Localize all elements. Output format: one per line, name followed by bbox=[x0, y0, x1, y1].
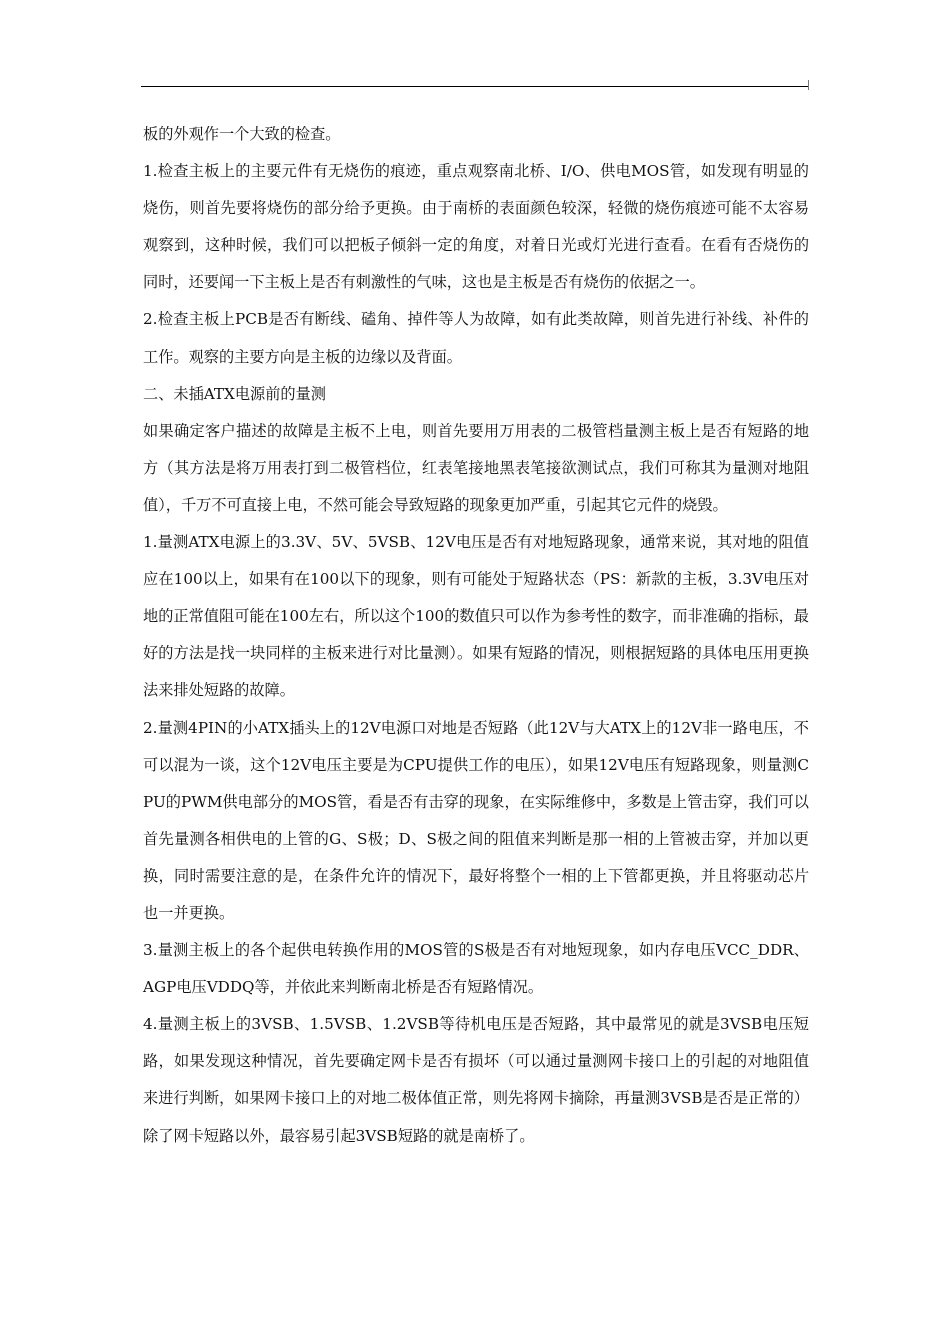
section-heading: 二、未插ATX电源前的量测 bbox=[143, 384, 326, 403]
header-rule-end-mark bbox=[808, 80, 809, 90]
paragraph-measure-atx-voltages: 1.量测ATX电源上的3.3V、5V、5VSB、12V电压是否有对地短路现象，通常来说，其对地的阻值应在100以上，如果有在100以下的现象，则有可能处于短路状态（PS：新款的主板，3.3V电压对地的正常值阻可能在100左右，所以这个100的数值只可以作为参考性的数字，而非准确的指标，最好的方法是找一块同样的主板来进行对比量测）。如果有短路的情况，则根据短路的具体电压用更换法来排处短路的故障。 bbox=[143, 533, 809, 700]
document-body bbox=[143, 116, 809, 1155]
paragraph-check-pcb: 2.检查主板上PCB是否有断线、磕角、掉件等人为故障，如有此类故障，则首先进行补线、补件的工作。观察的主要方向是主板的边缘以及背面。 bbox=[143, 310, 809, 366]
paragraph-measure-mos-s-pole: 3.量测主板上的各个起供电转换作用的MOS管的S极是否有对地短现象，如内存电压VCC_DDR、AGP电压VDDQ等，并依此来判断南北桥是否有短路情况。 bbox=[143, 941, 809, 997]
header-rule bbox=[141, 86, 808, 87]
paragraph-measure-4pin-12v: 2.量测4PIN的小ATX插头上的12V电源口对地是否短路（此12V与大ATX上的12V非一路电压，不可以混为一谈，这个12V电压主要是为CPU提供工作的电压），如果12V电压有短路现象，则量测CPU的PWM供电部分的MOS管，看是否有击穿的现象，在实际维修中，多数是上管击穿，我们可以首先量测各相供电的上管的G、S极；D、S极之间的阻值来判断是那一相的上管被击穿，并加以更换，同时需要注意的是，在条件允许的情况下，最好将整个一相的上下管都更换，并且将驱动芯片也一并更换。 bbox=[143, 718, 809, 922]
paragraph-measure-standby-voltages: 4.量测主板上的3VSB、1.5VSB、1.2VSB等待机电压是否短路，其中最常见的就是3VSB电压短路，如果发现这种情况，首先要确定网卡是否有损坏（可以通过量测网卡接口上的引起的对地阻值来进行判断，如果网卡接口上的对地二极体值正常，则先将网卡摘除，再量测3VSB是否是正常的）除了网卡短路以外，最容易引起3VSB短路的就是南桥了。 bbox=[143, 1015, 809, 1145]
paragraph-short-circuit-intro: 如果确定客户描述的故障是主板不上电，则首先要用万用表的二极管档量测主板上是否有短路的地方（其方法是将万用表打到二极管档位，红表笔接地黑表笔接欲测试点，我们可称其为量测对地阻值），千万不可直接上电，不然可能会导致短路的现象更加严重，引起其它元件的烧毁。 bbox=[143, 421, 809, 514]
paragraph-continuation: 板的外观作一个大致的检查。 bbox=[143, 125, 341, 143]
paragraph-check-burn-marks: 1.检查主板上的主要元件有无烧伤的痕迹，重点观察南北桥、I/O、供电MOS管，如发现有明显的烧伤，则首先要将烧伤的部分给予更换。由于南桥的表面颜色较深，轻微的烧伤痕迹可能不太容易观察到，这种时候，我们可以把板子倾斜一定的角度，对着日光或灯光进行查看。在看有否烧伤的同时，还要闻一下主板上是否有刺激性的气味，这也是主板是否有烧伤的依据之一。 bbox=[143, 162, 809, 292]
